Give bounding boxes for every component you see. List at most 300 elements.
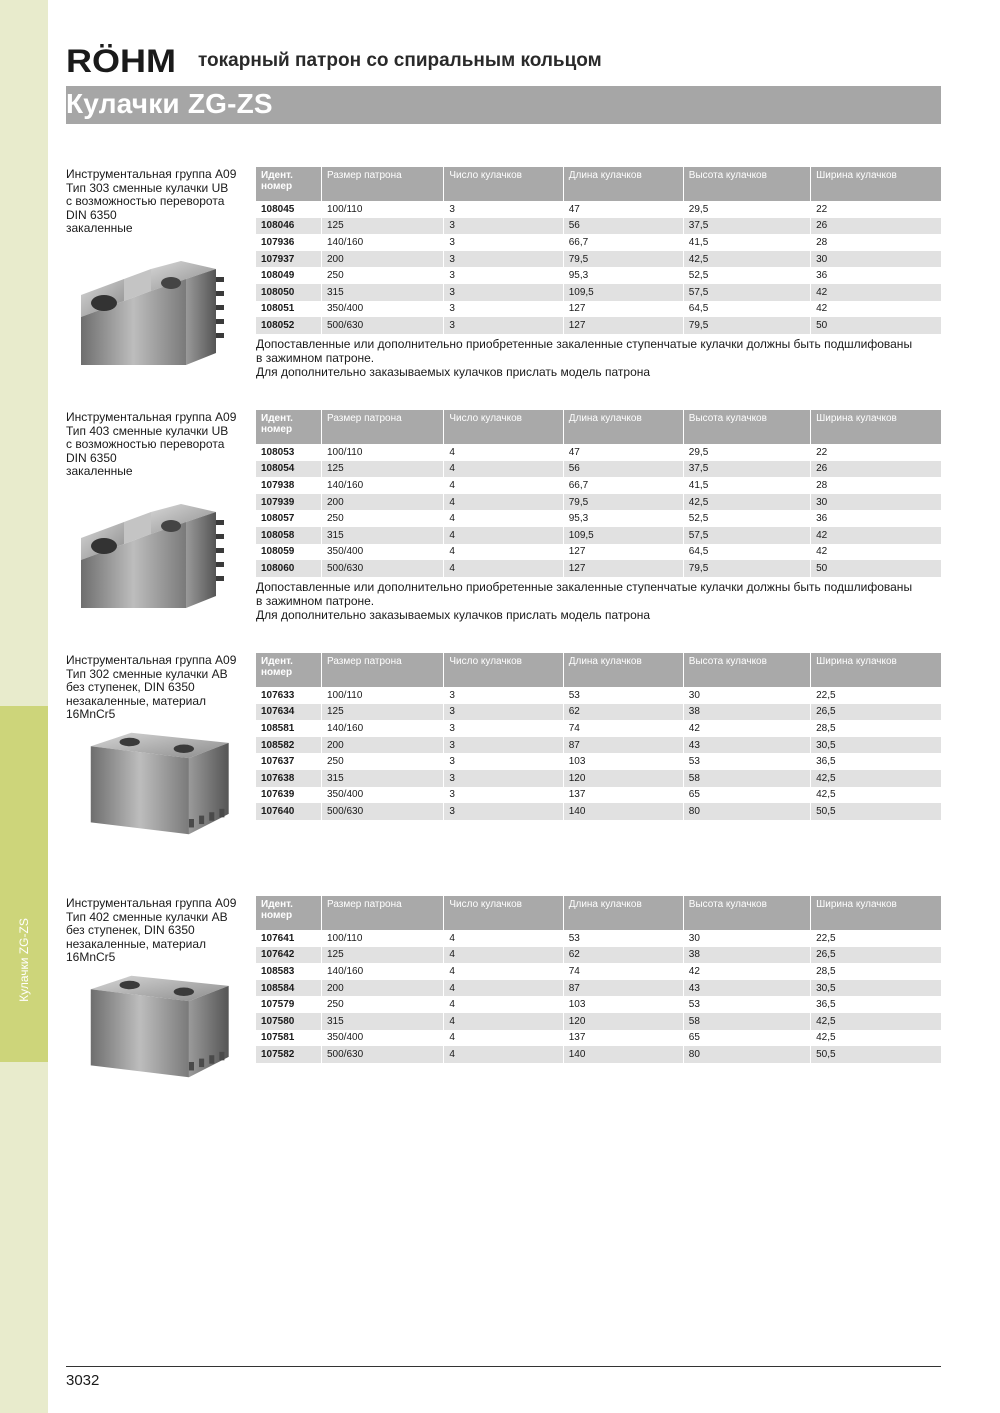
stepped-jaw-image bbox=[76, 504, 246, 614]
table-cell: 125 bbox=[322, 704, 444, 721]
table-cell: 62 bbox=[563, 704, 683, 721]
table-cell: 3 bbox=[444, 218, 563, 235]
desc-line: DIN 6350 bbox=[66, 207, 117, 222]
page-title: Кулачки ZG-ZS bbox=[66, 88, 273, 119]
table-row bbox=[256, 317, 941, 334]
table-row bbox=[256, 803, 941, 820]
table-cell: 250 bbox=[322, 996, 444, 1013]
col-header: Ширина кулачков bbox=[811, 167, 941, 201]
table-cell: 107642 bbox=[256, 947, 322, 964]
col-header: Размер патрона bbox=[322, 167, 444, 201]
table-cell: 30 bbox=[683, 687, 810, 704]
table-cell: 108054 bbox=[256, 461, 322, 478]
table-cell: 53 bbox=[683, 753, 810, 770]
desc-line: закаленные bbox=[66, 221, 133, 235]
table-cell: 100/110 bbox=[322, 930, 444, 947]
table-cell: 137 bbox=[563, 787, 683, 804]
table-cell: 140/160 bbox=[322, 477, 444, 494]
col-header: Идент. номер bbox=[256, 410, 322, 444]
table-cell: 140/160 bbox=[322, 963, 444, 980]
table-cell: 4 bbox=[444, 527, 563, 544]
section-description bbox=[66, 168, 252, 236]
table-cell: 4 bbox=[444, 996, 563, 1013]
table-cell: 120 bbox=[563, 1013, 683, 1030]
table-row bbox=[256, 234, 941, 251]
section-description bbox=[66, 897, 252, 965]
logo-text: RÖHM bbox=[66, 44, 176, 76]
desc-line: Тип 303 сменные кулачки UB bbox=[66, 180, 229, 195]
table-cell: 200 bbox=[322, 494, 444, 511]
table-cell: 108053 bbox=[261, 446, 295, 458]
note-line: Допоставленные или дополнительно приобретенные закаленные ступенчатые кулачки должны быть подшлифованы bbox=[256, 337, 913, 351]
col-header: Ширина кулачков bbox=[811, 896, 941, 930]
table-cell: 30,5 bbox=[811, 737, 941, 754]
table-cell: 107639 bbox=[261, 789, 295, 801]
table-row bbox=[256, 544, 941, 561]
table-cell: 108583 bbox=[261, 965, 295, 977]
product-section-type-403 bbox=[66, 410, 941, 640]
table-cell: 107939 bbox=[256, 494, 322, 511]
table-cell: 315 bbox=[322, 1013, 444, 1030]
desc-line: Инструментальная группа A09 bbox=[66, 167, 237, 181]
table-cell: 28,5 bbox=[811, 963, 941, 980]
section-note bbox=[256, 580, 936, 622]
table-cell: 53 bbox=[683, 996, 810, 1013]
side-tab bbox=[0, 706, 48, 1062]
table-row bbox=[256, 996, 941, 1013]
table-cell: 53 bbox=[563, 687, 683, 704]
col-header: Ширина кулачков bbox=[811, 410, 941, 444]
table-cell: 4 bbox=[444, 980, 563, 997]
table-cell: 108045 bbox=[261, 203, 295, 215]
table-cell: 103 bbox=[563, 753, 683, 770]
table-cell: 108057 bbox=[261, 513, 295, 525]
table-cell: 42,5 bbox=[811, 1030, 941, 1047]
table-cell: 3 bbox=[444, 234, 563, 251]
col-header: Длина кулачков bbox=[563, 167, 683, 201]
table-cell: 41,5 bbox=[683, 234, 810, 251]
table-cell: 108046 bbox=[256, 218, 322, 235]
table-cell: 52,5 bbox=[683, 267, 810, 284]
table-cell: 108052 bbox=[256, 317, 322, 334]
table-row bbox=[256, 787, 941, 804]
table-cell: 350/400 bbox=[322, 301, 444, 318]
table-cell: 87 bbox=[563, 737, 683, 754]
col-header: Идент. номер bbox=[256, 896, 322, 930]
table-row bbox=[256, 510, 941, 527]
table-cell: 80 bbox=[683, 1046, 810, 1063]
table-cell: 3 bbox=[444, 770, 563, 787]
table-header-row bbox=[256, 167, 941, 201]
table-body bbox=[256, 201, 941, 334]
table-cell: 42 bbox=[811, 284, 941, 301]
table-row bbox=[256, 201, 941, 218]
table-cell: 350/400 bbox=[322, 544, 444, 561]
table-cell: 500/630 bbox=[322, 560, 444, 577]
table-body bbox=[256, 687, 941, 820]
table-cell: 4 bbox=[444, 1030, 563, 1047]
table-cell: 58 bbox=[683, 770, 810, 787]
table-cell: 3 bbox=[444, 787, 563, 804]
table-cell: 3 bbox=[444, 720, 563, 737]
table-cell: 57,5 bbox=[683, 527, 810, 544]
table-cell: 42 bbox=[683, 720, 810, 737]
table-cell: 64,5 bbox=[683, 301, 810, 318]
document-subtitle: токарный патрон со спиральным кольцом bbox=[198, 50, 602, 71]
table-cell: 42 bbox=[811, 527, 941, 544]
note-line: Для дополнительно заказываемых кулачков прислать модель патрона bbox=[256, 608, 651, 622]
table-cell: 74 bbox=[563, 963, 683, 980]
table-cell: 107938 bbox=[261, 479, 295, 491]
table-cell: 4 bbox=[444, 461, 563, 478]
desc-line: Тип 302 сменные кулачки AB bbox=[66, 666, 228, 681]
table-cell: 108050 bbox=[256, 284, 322, 301]
table-row bbox=[256, 477, 941, 494]
table-cell: 3 bbox=[444, 317, 563, 334]
desc-line: Инструментальная группа A09 bbox=[66, 653, 237, 667]
table-cell: 127 bbox=[563, 301, 683, 318]
col-header: Число кулачков bbox=[444, 896, 563, 930]
table-cell: 65 bbox=[683, 787, 810, 804]
table-cell: 350/400 bbox=[322, 787, 444, 804]
table-cell: 79,5 bbox=[683, 560, 810, 577]
table-cell: 64,5 bbox=[683, 544, 810, 561]
table-cell: 3 bbox=[444, 284, 563, 301]
table-cell: 26,5 bbox=[811, 947, 941, 964]
table-cell: 80 bbox=[683, 803, 810, 820]
table-cell: 65 bbox=[683, 1030, 810, 1047]
table-cell: 103 bbox=[563, 996, 683, 1013]
table-cell: 4 bbox=[444, 494, 563, 511]
table-cell: 250 bbox=[322, 267, 444, 284]
table-row bbox=[256, 737, 941, 754]
table-cell: 107638 bbox=[256, 770, 322, 787]
table-row bbox=[256, 947, 941, 964]
table-row bbox=[256, 560, 941, 577]
table-cell: 26 bbox=[811, 218, 941, 235]
table-cell: 30 bbox=[811, 494, 941, 511]
table-cell: 26,5 bbox=[811, 704, 941, 721]
table-cell: 79,5 bbox=[683, 317, 810, 334]
table-cell: 140/160 bbox=[322, 720, 444, 737]
desc-line: DIN 6350 bbox=[66, 450, 117, 465]
desc-line: Инструментальная группа A09 bbox=[66, 896, 237, 910]
desc-line: с возможностью переворота bbox=[66, 194, 225, 208]
table-row bbox=[256, 527, 941, 544]
table-cell: 50 bbox=[811, 317, 941, 334]
table-cell: 29,5 bbox=[683, 444, 810, 461]
table-cell: 4 bbox=[444, 1046, 563, 1063]
table-cell: 108059 bbox=[261, 546, 295, 558]
title-bar bbox=[66, 86, 941, 124]
table-cell: 127 bbox=[563, 560, 683, 577]
table-cell: 30 bbox=[683, 930, 810, 947]
table-row bbox=[256, 1046, 941, 1063]
table-cell: 42,5 bbox=[683, 251, 810, 268]
table-header-row bbox=[256, 896, 941, 930]
table-cell: 52,5 bbox=[683, 510, 810, 527]
table-cell: 4 bbox=[444, 510, 563, 527]
table-cell: 350/400 bbox=[322, 1030, 444, 1047]
table-body bbox=[256, 444, 941, 577]
table-cell: 3 bbox=[444, 803, 563, 820]
table-cell: 95,3 bbox=[563, 510, 683, 527]
table-cell: 3 bbox=[444, 704, 563, 721]
table-cell: 108049 bbox=[261, 270, 295, 282]
desc-line: Тип 403 сменные кулачки UB bbox=[66, 423, 229, 438]
table-cell: 140 bbox=[563, 803, 683, 820]
table-cell: 50,5 bbox=[811, 1046, 941, 1063]
table-cell: 137 bbox=[563, 1030, 683, 1047]
table-cell: 22,5 bbox=[811, 687, 941, 704]
table-cell: 36 bbox=[811, 267, 941, 284]
table-cell: 4 bbox=[444, 544, 563, 561]
col-header: Число кулачков bbox=[444, 410, 563, 444]
table-cell: 47 bbox=[563, 201, 683, 218]
table-cell: 109,5 bbox=[563, 284, 683, 301]
table-cell: 100/110 bbox=[322, 444, 444, 461]
table-cell: 200 bbox=[322, 980, 444, 997]
table-cell: 120 bbox=[563, 770, 683, 787]
table-row bbox=[256, 753, 941, 770]
product-section-type-303 bbox=[66, 167, 941, 397]
table-cell: 22,5 bbox=[811, 930, 941, 947]
table-cell: 66,7 bbox=[563, 477, 683, 494]
col-header: Длина кулачков bbox=[563, 896, 683, 930]
table-cell: 53 bbox=[563, 930, 683, 947]
section-description bbox=[66, 411, 252, 479]
col-header: Длина кулачков bbox=[563, 410, 683, 444]
col-header: Высота кулачков bbox=[683, 410, 810, 444]
table-cell: 108058 bbox=[256, 527, 322, 544]
table-cell: 125 bbox=[322, 461, 444, 478]
table-cell: 47 bbox=[563, 444, 683, 461]
stepped-jaw-image bbox=[76, 261, 246, 371]
col-header: Ширина кулачков bbox=[811, 653, 941, 687]
table-cell: 4 bbox=[444, 930, 563, 947]
table-cell: 28,5 bbox=[811, 720, 941, 737]
product-section-type-302 bbox=[66, 653, 941, 883]
table-cell: 56 bbox=[563, 461, 683, 478]
table-row bbox=[256, 461, 941, 478]
col-header: Высота кулачков bbox=[683, 896, 810, 930]
table-cell: 30,5 bbox=[811, 980, 941, 997]
table-cell: 107580 bbox=[256, 1013, 322, 1030]
desc-line: незакаленные, материал bbox=[66, 936, 207, 951]
table-cell: 87 bbox=[563, 980, 683, 997]
table-cell: 107581 bbox=[261, 1032, 295, 1044]
table-cell: 4 bbox=[444, 444, 563, 461]
table-header-row bbox=[256, 410, 941, 444]
desc-line: Инструментальная группа A09 bbox=[66, 410, 237, 424]
table-row bbox=[256, 301, 941, 318]
desc-line: незакаленные, материал bbox=[66, 693, 207, 708]
col-header: Размер патрона bbox=[322, 896, 444, 930]
table-cell: 95,3 bbox=[563, 267, 683, 284]
table-header-row bbox=[256, 653, 941, 687]
col-header: Число кулачков bbox=[444, 653, 563, 687]
table-cell: 42 bbox=[811, 301, 941, 318]
table-cell: 100/110 bbox=[322, 687, 444, 704]
section-note bbox=[256, 337, 936, 379]
table-cell: 3 bbox=[444, 301, 563, 318]
table-row bbox=[256, 980, 941, 997]
table-cell: 30 bbox=[811, 251, 941, 268]
table-cell: 36 bbox=[811, 510, 941, 527]
jaw-table bbox=[256, 653, 941, 820]
table-cell: 62 bbox=[563, 947, 683, 964]
table-cell: 127 bbox=[563, 317, 683, 334]
table-cell: 38 bbox=[683, 704, 810, 721]
table-cell: 315 bbox=[322, 770, 444, 787]
note-line: Для дополнительно заказываемых кулачков прислать модель патрона bbox=[256, 365, 651, 379]
desc-line: без ступенек, DIN 6350 bbox=[66, 923, 195, 937]
table-cell: 57,5 bbox=[683, 284, 810, 301]
table-cell: 3 bbox=[444, 267, 563, 284]
table-cell: 42,5 bbox=[811, 770, 941, 787]
table-cell: 107634 bbox=[256, 704, 322, 721]
table-cell: 28 bbox=[811, 234, 941, 251]
table-cell: 3 bbox=[444, 753, 563, 770]
table-cell: 107633 bbox=[261, 689, 295, 701]
table-cell: 56 bbox=[563, 218, 683, 235]
table-cell: 29,5 bbox=[683, 201, 810, 218]
section-description bbox=[66, 654, 252, 722]
table-row bbox=[256, 963, 941, 980]
note-line: в зажимном патроне. bbox=[256, 594, 375, 608]
table-cell: 4 bbox=[444, 947, 563, 964]
table-cell: 109,5 bbox=[563, 527, 683, 544]
table-row bbox=[256, 494, 941, 511]
jaw-table bbox=[256, 167, 941, 334]
table-cell: 500/630 bbox=[322, 803, 444, 820]
table-cell: 37,5 bbox=[683, 461, 810, 478]
table-cell: 42 bbox=[811, 544, 941, 561]
table-cell: 42,5 bbox=[811, 1013, 941, 1030]
page-number: 3032 bbox=[66, 1372, 100, 1389]
jaw-table bbox=[256, 410, 941, 577]
table-cell: 41,5 bbox=[683, 477, 810, 494]
table-row bbox=[256, 930, 941, 947]
table-cell: 37,5 bbox=[683, 218, 810, 235]
desc-line: закаленные bbox=[66, 464, 133, 478]
col-header: Размер патрона bbox=[322, 410, 444, 444]
table-cell: 4 bbox=[444, 560, 563, 577]
table-cell: 100/110 bbox=[322, 201, 444, 218]
table-cell: 140/160 bbox=[322, 234, 444, 251]
table-cell: 107936 bbox=[261, 236, 295, 248]
col-header: Размер патрона bbox=[322, 653, 444, 687]
desc-line: без ступенек, DIN 6350 bbox=[66, 680, 195, 694]
table-cell: 36,5 bbox=[811, 996, 941, 1013]
col-header: Число кулачков bbox=[444, 167, 563, 201]
table-cell: 315 bbox=[322, 284, 444, 301]
table-row bbox=[256, 704, 941, 721]
table-cell: 108051 bbox=[261, 303, 295, 315]
table-cell: 74 bbox=[563, 720, 683, 737]
table-cell: 50 bbox=[811, 560, 941, 577]
table-row bbox=[256, 444, 941, 461]
table-cell: 79,5 bbox=[563, 494, 683, 511]
table-cell: 108582 bbox=[256, 737, 322, 754]
table-cell: 36,5 bbox=[811, 753, 941, 770]
table-cell: 43 bbox=[683, 980, 810, 997]
note-line: в зажимном патроне. bbox=[256, 351, 375, 365]
table-row bbox=[256, 251, 941, 268]
table-cell: 3 bbox=[444, 687, 563, 704]
col-header: Идент. номер bbox=[256, 167, 322, 201]
table-cell: 43 bbox=[683, 737, 810, 754]
table-cell: 107640 bbox=[256, 803, 322, 820]
table-row bbox=[256, 267, 941, 284]
table-cell: 3 bbox=[444, 201, 563, 218]
jaw-table bbox=[256, 896, 941, 1063]
table-row bbox=[256, 218, 941, 235]
rohm-logo bbox=[66, 44, 176, 76]
table-cell: 79,5 bbox=[563, 251, 683, 268]
table-cell: 38 bbox=[683, 947, 810, 964]
desc-line: 16MnCr5 bbox=[66, 950, 116, 964]
table-body bbox=[256, 930, 941, 1063]
table-cell: 58 bbox=[683, 1013, 810, 1030]
table-cell: 140 bbox=[563, 1046, 683, 1063]
table-cell: 107641 bbox=[261, 932, 295, 944]
col-header: Высота кулачков bbox=[683, 653, 810, 687]
table-cell: 66,7 bbox=[563, 234, 683, 251]
footer-divider bbox=[66, 1366, 941, 1367]
table-cell: 50,5 bbox=[811, 803, 941, 820]
table-cell: 28 bbox=[811, 477, 941, 494]
table-cell: 107637 bbox=[261, 756, 295, 768]
desc-line: 16MnCr5 bbox=[66, 707, 116, 721]
table-cell: 108060 bbox=[256, 560, 322, 577]
table-cell: 26 bbox=[811, 461, 941, 478]
blank-jaw-image bbox=[76, 974, 246, 1084]
desc-line: Тип 402 сменные кулачки AB bbox=[66, 909, 228, 924]
table-cell: 250 bbox=[322, 510, 444, 527]
desc-line: с возможностью переворота bbox=[66, 437, 225, 451]
col-header: Высота кулачков bbox=[683, 167, 810, 201]
table-cell: 42,5 bbox=[811, 787, 941, 804]
table-cell: 108581 bbox=[261, 722, 295, 734]
table-cell: 500/630 bbox=[322, 317, 444, 334]
table-cell: 4 bbox=[444, 1013, 563, 1030]
table-cell: 125 bbox=[322, 218, 444, 235]
table-cell: 3 bbox=[444, 737, 563, 754]
table-cell: 4 bbox=[444, 963, 563, 980]
col-header: Длина кулачков bbox=[563, 653, 683, 687]
table-cell: 125 bbox=[322, 947, 444, 964]
table-cell: 200 bbox=[322, 251, 444, 268]
table-cell: 4 bbox=[444, 477, 563, 494]
table-cell: 42,5 bbox=[683, 494, 810, 511]
table-cell: 22 bbox=[811, 201, 941, 218]
table-cell: 250 bbox=[322, 753, 444, 770]
table-cell: 200 bbox=[322, 737, 444, 754]
table-row bbox=[256, 284, 941, 301]
table-row bbox=[256, 720, 941, 737]
table-cell: 22 bbox=[811, 444, 941, 461]
table-cell: 107582 bbox=[256, 1046, 322, 1063]
note-line: Допоставленные или дополнительно приобретенные закаленные ступенчатые кулачки должны быть подшлифованы bbox=[256, 580, 913, 594]
product-section-type-402 bbox=[66, 896, 941, 1126]
table-cell: 3 bbox=[444, 251, 563, 268]
table-row bbox=[256, 1030, 941, 1047]
table-cell: 107937 bbox=[256, 251, 322, 268]
table-row bbox=[256, 687, 941, 704]
table-row bbox=[256, 770, 941, 787]
table-cell: 500/630 bbox=[322, 1046, 444, 1063]
